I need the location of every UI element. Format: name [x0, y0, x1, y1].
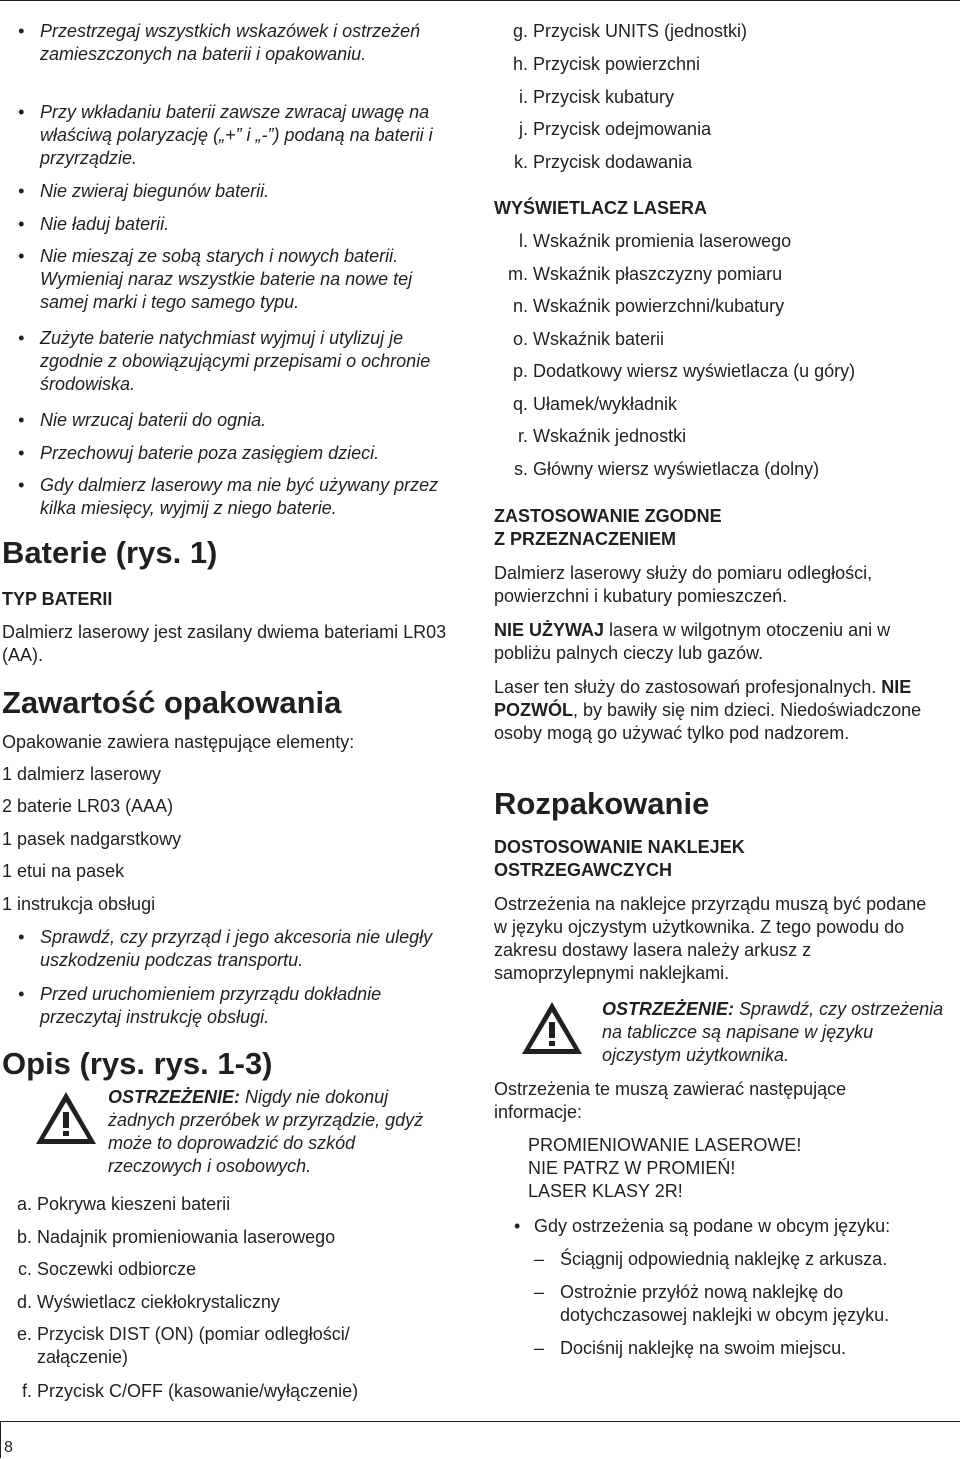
list-item-text: Pokrywa kieszeni baterii — [37, 1194, 231, 1214]
list-item-text: Główny wiersz wyświetlacza (dolny) — [533, 459, 820, 479]
do-not-use-paragraph — [494, 619, 944, 665]
list-item-letter: l. — [519, 231, 528, 251]
list-item-letter: k. — [513, 152, 528, 172]
list-item-text: Dodatkowy wiersz wyświetlacza (u góry) — [533, 361, 856, 381]
package-intro: Opakowanie zawiera następujące elementy: — [2, 732, 355, 752]
list-item-text: Przycisk dodawania — [533, 152, 693, 172]
intended-use-heading-line: ZASTOSOWANIE ZGODNE — [494, 506, 722, 526]
list-item: • Zużyte baterie natychmiast wyjmuj i utylizuj je zgodnie z obowiązującymi przepisami o ochronie środowiska. — [18, 327, 458, 396]
list-item-text: Przycisk DIST (ON) (pomiar odległości/ załączenie) — [37, 1324, 350, 1367]
labels-heading-line: OSTRZEGAWCZYCH — [494, 860, 672, 880]
warning-triangle-icon — [520, 1000, 584, 1056]
list-item-text: Wskaźnik jednostki — [533, 426, 687, 446]
dash-item: – Ściągnij odpowiednią naklejkę z arkusza. — [534, 1248, 944, 1271]
list-item-text: Nie zwieraj biegunów baterii. — [40, 181, 270, 201]
labels-text: Ostrzeżenia na naklejce przyrządu muszą być podane w języku ojczystym użytkownika. Z tego powodu do zakresu dostawy lasera należy arkusz z samoprzylepnymi naklejkami. — [494, 894, 927, 983]
list-item — [2, 1291, 457, 1314]
list-item-text: Przycisk odejmowania — [533, 119, 712, 139]
list-item-letter: p. — [512, 361, 528, 381]
list-item — [2, 1380, 457, 1403]
warning-text: Nigdy nie dokonuj żadnych przeróbek w przyrządzie, gdyż może to doprowadzić do szkód rzeczowych i osobowych. — [108, 1087, 424, 1176]
warning-label: OSTRZEŻENIE: — [602, 999, 735, 1019]
list-item-text: Soczewki odbiorcze — [37, 1259, 197, 1279]
list-item — [492, 393, 677, 416]
list-item-text: Sprawdź, czy przyrząd i jego akcesoria nie uległy uszkodzeniu podczas transportu. — [40, 927, 433, 970]
list-item-letter: a. — [16, 1194, 32, 1214]
list-item: • Gdy ostrzeżenia są podane w obcym języku: — [514, 1215, 944, 1238]
package-heading: Zawartość opakowania — [2, 685, 342, 720]
laser-warning-line: PROMIENIOWANIE LASEROWE! — [528, 1135, 802, 1155]
list-item-letter: r. — [517, 426, 528, 446]
list-item-letter: d. — [16, 1292, 32, 1312]
list-item-text: Wskaźnik powierzchni/kubatury — [533, 296, 785, 316]
do-not-allow-label: NIE POZWÓL — [494, 677, 912, 720]
list-item — [492, 20, 747, 43]
batteries-heading: Baterie (rys. 1) — [2, 535, 218, 570]
list-item-text: Przestrzegaj wszystkich wskazówek i ostrzeżeń zamieszczonych na baterii i opakowaniu. — [40, 21, 421, 64]
list-item — [2, 1323, 457, 1369]
list-item: • Gdy dalmierz laserowy ma nie być używany przez kilka miesięcy, wyjmij z niego baterie. — [18, 474, 458, 520]
list-item-letter: j. — [519, 119, 528, 139]
do-not-use-label: NIE UŻYWAJ — [494, 620, 605, 640]
list-item-letter: q. — [512, 394, 528, 414]
list-item — [2, 1258, 457, 1281]
dash-item: – Dociśnij naklejkę na swoim miejscu. — [534, 1337, 944, 1360]
dash-item-text: Ściągnij odpowiednią naklejkę z arkusza. — [560, 1249, 888, 1269]
list-item: • Nie wrzucaj baterii do ognia. — [18, 409, 458, 432]
list-item-text: Przechowuj baterie poza zasięgiem dzieci. — [40, 443, 380, 463]
pro-use-text: Laser ten służy do zastosowań profesjonalnych. — [494, 677, 877, 697]
list-item-letter: i. — [519, 87, 528, 107]
list-item: • Przestrzegaj wszystkich wskazówek i ostrzeżeń zamieszczonych na baterii i opakowaniu. — [18, 20, 458, 66]
list-item — [492, 151, 692, 174]
list-item-letter: b. — [16, 1227, 32, 1247]
top-rule — [0, 0, 960, 1]
warning-paragraph — [108, 1086, 453, 1178]
dash-item: – Ostrożnie przyłóż nową naklejkę do dotychczasowej naklejki w obcym języku. — [534, 1281, 944, 1327]
package-item: 1 instrukcja obsługi — [2, 894, 156, 914]
list-item-letter: o. — [512, 329, 528, 349]
battery-type-heading: TYP BATERII — [2, 589, 113, 609]
list-item-letter: h. — [512, 54, 528, 74]
unpack-heading: Rozpakowanie — [494, 786, 710, 821]
list-item-text: Wskaźnik promienia laserowego — [533, 231, 792, 251]
list-item-text: Gdy dalmierz laserowy ma nie być używany przez kilka miesięcy, wyjmij z niego baterie. — [40, 475, 439, 518]
list-item-letter: m. — [508, 264, 528, 284]
list-item-text: Nie mieszaj ze sobą starych i nowych baterii. Wymieniaj naraz wszystkie baterie na nowe tej samej marki i tego samego typu. — [40, 246, 413, 312]
list-item: • Przechowuj baterie poza zasięgiem dzieci. — [18, 442, 458, 465]
warning-label: OSTRZEŻENIE: — [108, 1087, 241, 1107]
list-item-text: Nie ładuj baterii. — [40, 214, 170, 234]
labels-heading — [494, 836, 745, 882]
list-item-letter: n. — [512, 296, 528, 316]
list-item-letter: g. — [512, 21, 528, 41]
list-item — [492, 86, 674, 109]
list-item — [2, 1193, 457, 1216]
list-item-letter: c. — [17, 1259, 32, 1279]
list-item-text: Przy wkładaniu baterii zawsze zwracaj uwagę na właściwą polaryzację („+” i „-”) podaną na baterii i przyrządzie. — [40, 102, 433, 168]
warning-paragraph — [602, 998, 947, 1067]
list-item — [492, 425, 686, 448]
display-heading: WYŚWIETLACZ LASERA — [494, 198, 707, 218]
footer-divider — [0, 1421, 1, 1458]
list-item-text: Nie wrzucaj baterii do ognia. — [40, 410, 267, 430]
list-item: • Przy wkładaniu baterii zawsze zwracaj uwagę na właściwą polaryzację („+” i „-”) podaną na baterii i przyrządzie. — [18, 101, 458, 170]
list-item — [492, 458, 819, 481]
list-item-letter: f. — [21, 1381, 32, 1401]
list-item — [2, 1226, 457, 1249]
list-item-text: Przed uruchomieniem przyrządu dokładnie przeczytaj instrukcję obsługi. — [40, 984, 382, 1027]
intended-use-heading-line: Z PRZEZNACZENIEM — [494, 529, 676, 549]
list-item-text: Przycisk powierzchni — [533, 54, 701, 74]
list-item-text: Zużyte baterie natychmiast wyjmuj i utylizuj je zgodnie z obowiązującymi przepisami o ochronie środowiska. — [40, 328, 431, 394]
package-item: 1 dalmierz laserowy — [2, 764, 162, 784]
list-item: • Nie mieszaj ze sobą starych i nowych baterii. Wymieniaj naraz wszystkie baterie na nowe tej samej marki i tego samego typu. — [18, 245, 458, 314]
list-item-letter: s. — [513, 459, 528, 479]
warning-triangle-icon — [34, 1090, 98, 1146]
package-item: 1 pasek nadgarstkowy — [2, 829, 182, 849]
description-heading: Opis (rys. rys. 1-3) — [2, 1046, 273, 1081]
warning-text: Sprawdź, czy ostrzeżenia na tabliczce są napisane w języku ojczystym użytkownika. — [602, 999, 944, 1065]
list-item-text: Przycisk C/OFF (kasowanie/wyłączenie) — [37, 1381, 359, 1401]
battery-type-text: Dalmierz laserowy jest zasilany dwiema bateriami LR03 (AA). — [2, 622, 447, 665]
list-item-text: Nadajnik promieniowania laserowego — [37, 1227, 336, 1247]
dash-item-text: Dociśnij naklejkę na swoim miejscu. — [560, 1338, 847, 1358]
laser-warning-text — [528, 1134, 801, 1203]
list-item-letter: e. — [16, 1324, 32, 1344]
list-item-text: Gdy ostrzeżenia są podane w obcym języku: — [534, 1216, 891, 1236]
dash-item-text: Ostrożnie przyłóż nową naklejkę do dotychczasowej naklejki w obcym języku. — [560, 1282, 890, 1325]
labels-heading-line: DOSTOSOWANIE NAKLEJEK — [494, 837, 745, 857]
package-item: 1 etui na pasek — [2, 861, 125, 881]
list-item-text: Przycisk UNITS (jednostki) — [533, 21, 748, 41]
pro-use-paragraph — [494, 676, 944, 745]
intended-use-text: Dalmierz laserowy służy do pomiaru odległości, powierzchni i kubatury pomieszczeń. — [494, 563, 873, 606]
intended-use-heading — [494, 505, 722, 551]
pro-use-text-2: , by bawiły się nim dzieci. Niedoświadczone osoby mogą go używać tylko pod nadzorem. — [494, 700, 922, 743]
list-item — [492, 53, 700, 76]
list-item-text: Wyświetlacz ciekłokrystaliczny — [37, 1292, 280, 1312]
list-item — [492, 230, 791, 253]
list-item — [492, 118, 711, 141]
list-item — [492, 295, 784, 318]
list-item-text: Wskaźnik baterii — [533, 329, 665, 349]
laser-warning-line: NIE PATRZ W PROMIEŃ! — [528, 1158, 736, 1178]
list-item: • Nie zwieraj biegunów baterii. — [18, 180, 458, 203]
list-item — [492, 263, 782, 286]
do-not-use-text: lasera w wilgotnym otoczeniu ani w pobliżu palnych cieczy lub gazów. — [494, 620, 891, 663]
footer-rule — [0, 1421, 960, 1422]
list-item-text: Ułamek/wykładnik — [533, 394, 678, 414]
list-item: • Sprawdź, czy przyrząd i jego akcesoria nie uległy uszkodzeniu podczas transportu. — [18, 926, 458, 972]
list-item-text: Przycisk kubatury — [533, 87, 675, 107]
list-item: • Nie ładuj baterii. — [18, 213, 458, 236]
list-item-text: Wskaźnik płaszczyzny pomiaru — [533, 264, 783, 284]
page-number: 8 — [4, 1439, 13, 1456]
must-contain-text: Ostrzeżenia te muszą zawierać następujące informacje: — [494, 1079, 847, 1122]
laser-warning-line: LASER KLASY 2R! — [528, 1181, 683, 1201]
list-item — [492, 328, 664, 351]
list-item: • Przed uruchomieniem przyrządu dokładnie przeczytaj instrukcję obsługi. — [18, 983, 458, 1029]
list-item — [492, 360, 855, 383]
package-item: 2 baterie LR03 (AAA) — [2, 796, 174, 816]
